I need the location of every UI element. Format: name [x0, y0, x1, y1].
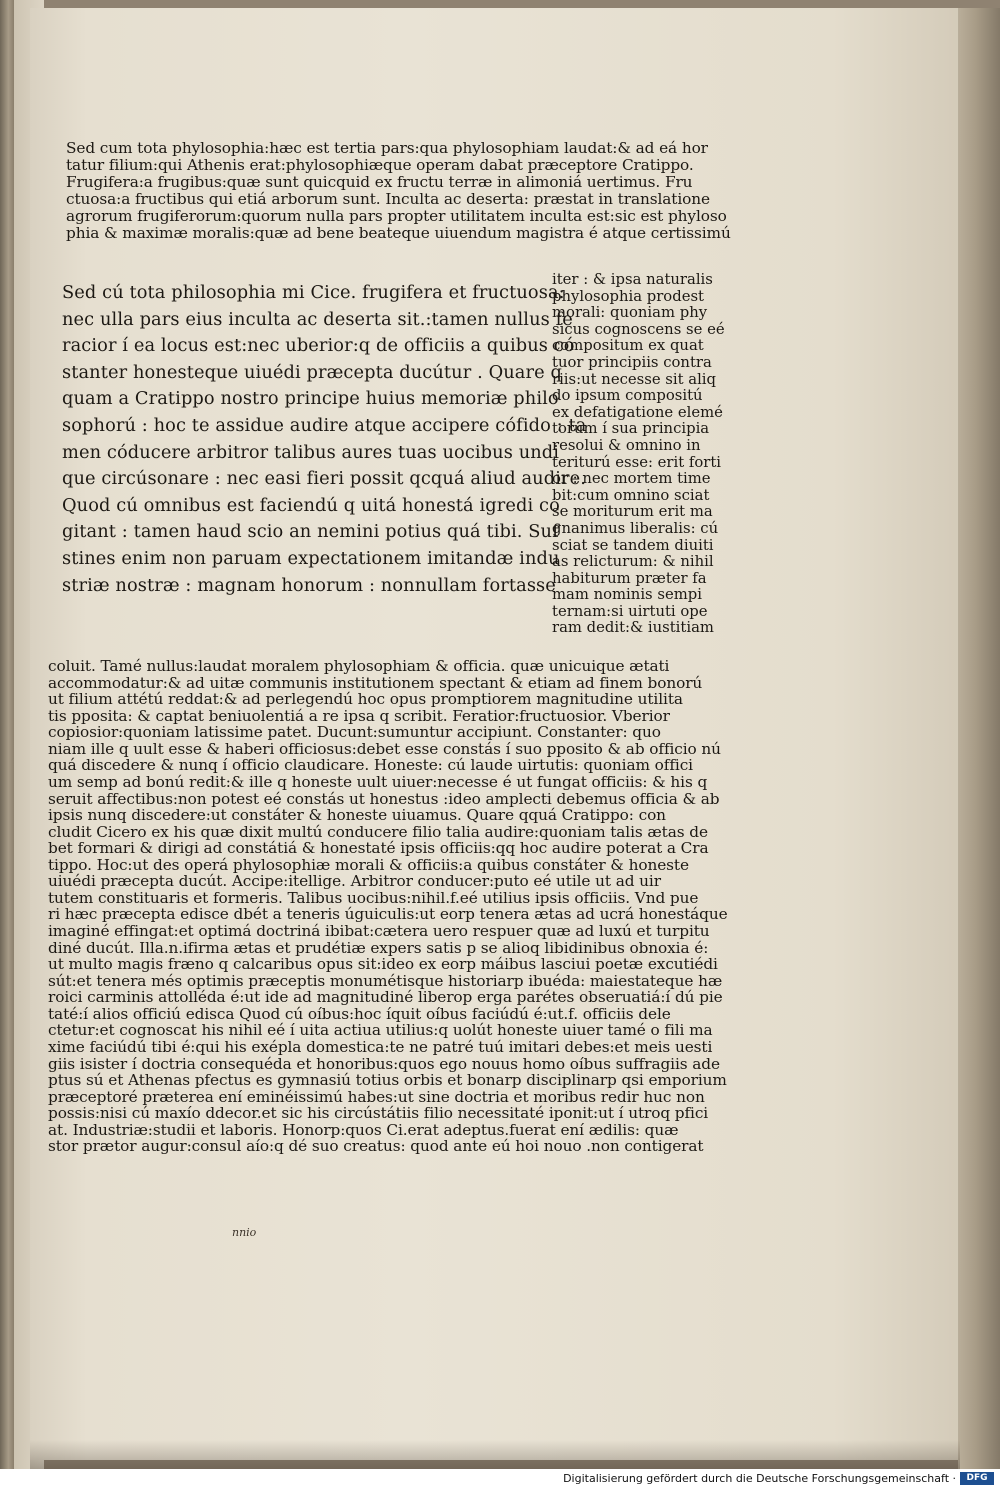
side-note-line: sicus cognoscens se eé	[552, 320, 725, 338]
commentary-line: imaginé effingat:et optimá doctriná ibibat:cætera uero respuer quæ ad luxú et turpitu	[48, 922, 710, 940]
commentary-line: niam ille q uult esse & haberi officiosus:debet esse constás í suo pposito & ab officio nú	[48, 739, 721, 758]
margin-mark: nnio	[232, 1226, 257, 1239]
side-note-line: sciat se tandem diuiti	[552, 536, 714, 554]
side-note-line: ram dedit:& iustitiam	[552, 619, 714, 637]
commentary-line: ut filium attétú reddat:& ad perlegendú hoc opus promptiorem magnitudine utilita	[48, 690, 683, 709]
commentary-line: coluit. Tamé nullus:laudat moralem phylosophiam & officia. quæ unicuique ætati	[48, 657, 670, 675]
main-text-line: Sed cú tota philosophia mi Cice. frugifera et fructuosa:	[62, 282, 565, 303]
commentary-line: xime faciúdú tibi é:qui his exépla domestica:te ne patré tuú imitari debes:et meis uesti	[48, 1037, 713, 1056]
commentary-bottom	[48, 657, 728, 1156]
commentary-line: quá discedere & nunq í officio claudicare. Honeste: cú laude uirtutis: quoniam offici	[48, 756, 693, 775]
commentary-line: sút:et tenera més optimis præceptis monumétisque historiarp ibuéda: maiestateque hæ	[48, 971, 723, 990]
commentary-line: tatur filium:qui Athenis erat:phylosophiæque operam dabat præceptore Cratippo.	[66, 156, 694, 175]
side-note-line: gnanimus liberalis: cú	[552, 519, 719, 537]
commentary-line: copiosior:quoniam latissime patet. Ducunt:sumuntur accipiunt. Constanter: quo	[48, 723, 661, 742]
main-text-line: striæ nostræ : magnam honorum : nonnullam fortasse	[62, 574, 556, 596]
side-note-line: morali: quoniam phy	[552, 304, 708, 322]
commentary-line: giis isister í doctria consequéda et honoribus:quos ego nouus homo oíbus suffragiis ade	[48, 1054, 720, 1073]
side-note-line: do ipsum compositú	[552, 387, 703, 405]
commentary-line: tutem constituaris et formeris. Talibus uocibus:nihil.f.eé utilius ipsis officiis. Vnd pue	[48, 888, 699, 907]
side-note-line: phylosophia prodest	[552, 287, 704, 305]
commentary-line: diné ducút. Illa.n.ifirma ætas et prudétiæ expers satis p se alioq libidinibus obnoxia é:	[48, 938, 709, 957]
commentary-line: roici carminis attolléda é:ut ide ad magnitudiné liberop erga parétes obseruatiá:í dú pie	[48, 988, 723, 1007]
side-note-line: teriturú esse: erit forti	[552, 453, 722, 471]
side-note-line: as relicturum: & nihil	[552, 553, 714, 571]
commentary-line: taté:í alios officiú edisca Quod cú oíbus:hoc íquit oíbus faciúdú é:ut.f. officiis dele	[48, 1004, 671, 1023]
side-note-line: mam nominis sempi	[552, 586, 702, 604]
side-note-line: ternam:si uirtuti ope	[552, 602, 708, 620]
side-note-line: iter : & ipsa naturalis	[552, 271, 713, 288]
side-note-line: compositum ex quat	[552, 337, 704, 355]
commentary-line: Frugifera:a frugibus:quæ sunt quicquid ex fructu terræ in alimoniá uertimus. Fru	[66, 173, 693, 192]
commentary-line: ipsis nunq discedere:ut constáter & honeste uiuamus. Quare qquá Cratippo: con	[48, 806, 666, 825]
main-text-line: sophorú : hoc te assidue audire atque accipere cófido : ta	[62, 414, 587, 436]
main-text	[62, 280, 587, 599]
side-note-line: or : nec mortem time	[552, 470, 711, 488]
side-note-line: habiturum præter fa	[552, 569, 707, 587]
side-note-line: ex defatigatione elemé	[552, 403, 723, 421]
commentary-line: um semp ad bonú redit:& ille q honeste uult uiuer:necesse é ut fungat officiis: & his q	[48, 772, 708, 791]
commentary-line: cludit Cicero ex his quæ dixit multú conducere filio talia audire:quoniam talis ætas de	[48, 822, 708, 841]
commentary-line: ctuosa:a fructibus qui etiá arborum sunt. Inculta ac deserta: præstat in translatione	[66, 190, 710, 209]
main-text-line: stines enim non paruam expectationem imitandæ indu	[62, 547, 560, 569]
binding-shadow	[0, 0, 14, 1491]
side-note-line: riis:ut necesse sit aliq	[552, 370, 717, 388]
commentary-line: possis:nisi cú maxío ddecor.et sic his circústátiis filio necessitaté iponit:ut í utroq pfici	[48, 1104, 709, 1123]
main-text-line: quam a Cratippo nostro principe huius memoriæ philo	[62, 388, 559, 410]
side-note-line: torum í sua principia	[552, 420, 710, 438]
side-note-line: se moriturum erit ma	[552, 503, 713, 521]
commentary-line: ctetur:et cognoscat his nihil eé í uita actiua utilius:q uolút honeste uiuer tamé o fili ma	[48, 1021, 713, 1040]
commentary-line: phia & maximæ moralis:quæ ad bene beateque uiuendum magistra é atque certissimú	[66, 224, 731, 243]
commentary-line: ri hæc præcepta edisce dbét a teneris úguiculis:ut eorp tenera ætas ad ucrá honestáque	[48, 905, 728, 924]
commentary-line: ptus sú et Athenas pfectus es gymnasiú totius orbis et bonarp disciplinarp qsi emporium	[48, 1071, 727, 1090]
side-note	[552, 272, 727, 637]
commentary-line: Sed cum tota phylosophia:hæc est tertia pars:qua phylosophiam laudat:& ad eá hor	[66, 139, 708, 157]
main-text-line: racior í ea locus est:nec uberior:q de officiis a quibus có	[62, 335, 575, 357]
page-bottom-shadow	[30, 1440, 960, 1470]
main-text-line: stanter honesteque uiuédi præcepta ducútur . Quare q	[62, 361, 562, 383]
side-note-line: resolui & omnino in	[552, 436, 701, 454]
commentary-line: agrorum frugiferorum:quorum nulla pars propter utilitatem inculta est:sic est phyloso	[66, 207, 727, 226]
commentary-line: uiuédi præcepta ducút. Accipe:itellige. Arbitror conducer:puto eé utile ut ad uir	[48, 872, 661, 891]
footer-credit: Digitalisierung gefördert durch die Deutsche Forschungsgemeinschaft ·	[563, 1472, 956, 1485]
commentary-line: bet formari & dirigi ad constátiá & honestaté ipsis officiis:qq hoc audire poterat a Cra	[48, 839, 709, 858]
main-text-line: gitant : tamen haud scio an nemini potius quá tibi. Suf	[62, 521, 559, 543]
commentary-line: ut multo magis fræno q calcaribus opus sit:ideo ex eorp máibus lasciui poetæ excutiédi	[48, 955, 718, 974]
main-text-line: Quod cú omnibus est faciendú q uitá honestá igredi co	[62, 494, 560, 516]
commentary-top	[66, 139, 731, 243]
commentary-line: stor prætor augur:consul aío:q dé suo creatus: quod ante eú hoi nouo .non contigerat	[48, 1137, 704, 1156]
page-stack-edge	[958, 8, 1000, 1478]
side-note-line: tuor principiis contra	[552, 353, 712, 371]
main-text-line: nec ulla pars eius inculta ac deserta sit.:tamen nullus fe	[62, 308, 573, 330]
commentary-line: seruit affectibus:non potest eé constás ut honestus :ideo amplecti debemus officia & ab	[48, 789, 720, 808]
dfg-logo-icon: DFG	[960, 1472, 994, 1485]
commentary-line: tippo. Hoc:ut des operá phylosophiæ morali & officiis:a quibus constáter & honeste	[48, 855, 689, 874]
commentary-line: at. Industriæ:studii et laboris. Honorp:quos Ci.erat adeptus.fuerat ení ædilis: quæ	[48, 1120, 679, 1139]
commentary-line: accommodatur:& ad uitæ communis institutionem spectant & etiam ad finem bonorú	[48, 673, 703, 692]
main-text-line: que circúsonare : nec easi fieri possit qcquá aliud audire.	[62, 468, 586, 490]
main-text-line: men códucere arbitror talibus aures tuas uocibus undi	[62, 441, 560, 463]
commentary-line: præceptoré præterea ení eminéissimú habes:ut sine doctria et moribus redir huc non	[48, 1087, 705, 1106]
commentary-line: tis pposita: & captat beniuolentiá a re ipsa q scribit. Feratior:fructuosior. Vberior	[48, 706, 670, 725]
side-note-line: bit:cum omnino sciat	[552, 486, 710, 504]
